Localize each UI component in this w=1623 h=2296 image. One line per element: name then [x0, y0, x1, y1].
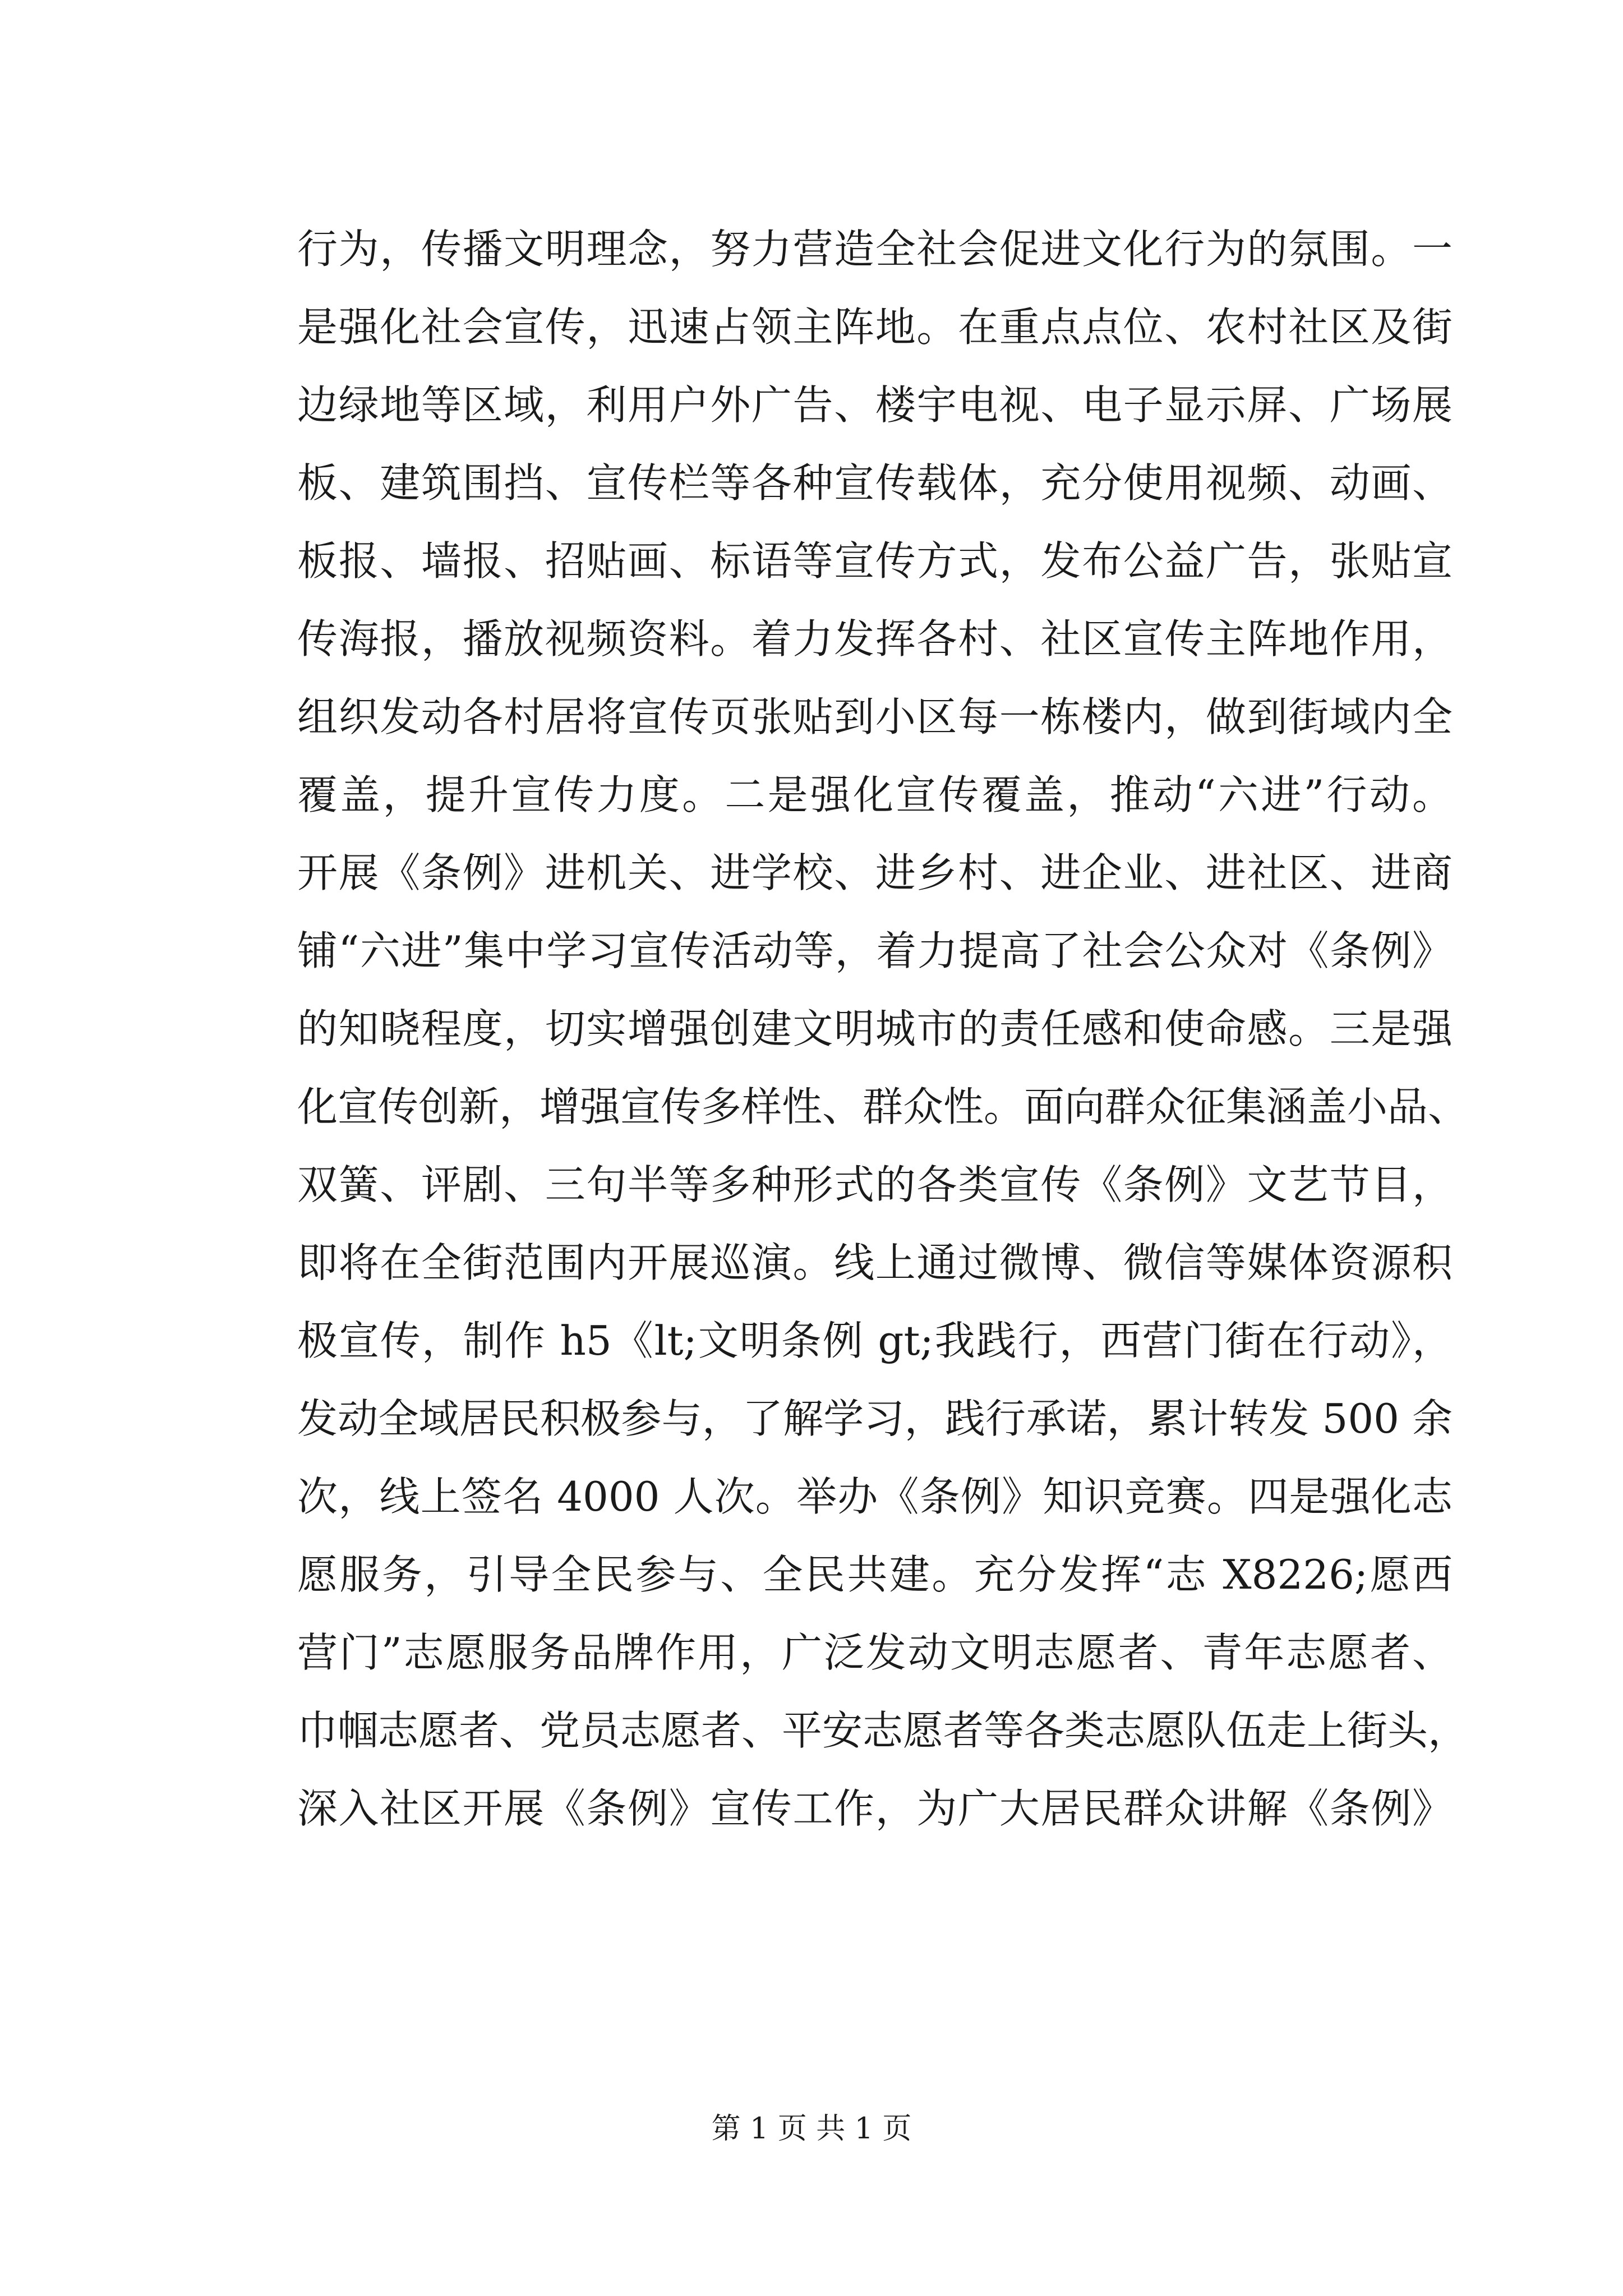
text-line: 双簧、评剧、三句半等多种形式的各类宣传《条例》文艺节目， [297, 1161, 1453, 1208]
text-line: 的知晓程度，切实增强创建文明城市的责任感和使命感。三是强 [297, 1005, 1453, 1052]
text-line: 开展《条例》进机关、进学校、进乡村、进企业、进社区、进商 [297, 849, 1453, 896]
text-line: 极宣传，制作 h5《lt;文明条例 gt;我践行，西营门街在行动》， [297, 1317, 1453, 1364]
text-line: 组织发动各村居将宣传页张贴到小区每一栋楼内，做到街域内全 [297, 693, 1453, 740]
text-line: 化宣传创新，增强宣传多样性、群众性。面向群众征集涵盖小品、 [297, 1083, 1469, 1130]
text-line: 深入社区开展《条例》宣传工作，为广大居民群众讲解《条例》 [297, 1785, 1453, 1832]
text-line: 板报、墙报、招贴画、标语等宣传方式，发布公益广告，张贴宣 [297, 537, 1453, 585]
page-footer: 第 1 页 共 1 页 [711, 2112, 912, 2146]
text-line: 营门”志愿服务品牌作用，广泛发动文明志愿者、青年志愿者、 [297, 1629, 1453, 1676]
body-text [297, 222, 1469, 1836]
text-line: 铺“六进”集中学习宣传活动等，着力提高了社会公众对《条例》 [297, 927, 1453, 974]
text-line: 覆盖，提升宣传力度。二是强化宣传覆盖，推动“六进”行动。 [297, 771, 1453, 818]
text-line: 是强化社会宣传，迅速占领主阵地。在重点点位、农村社区及街 [297, 303, 1453, 351]
text-line: 愿服务，引导全民参与、全民共建。充分发挥“志 X8226;愿西 [297, 1551, 1453, 1598]
text-line: 传海报，播放视频资料。着力发挥各村、社区宣传主阵地作用， [297, 615, 1453, 662]
text-line: 行为，传播文明理念，努力营造全社会促进文化行为的氛围。一 [297, 226, 1453, 273]
text-line: 次，线上签名 4000 人次。举办《条例》知识竞赛。四是强化志 [297, 1473, 1453, 1520]
text-line: 板、建筑围挡、宣传栏等各种宣传载体，充分使用视频、动画、 [297, 459, 1453, 507]
text-line: 边绿地等区域，利用户外广告、楼宇电视、电子显示屏、广场展 [297, 381, 1453, 429]
text-line: 即将在全街范围内开展巡演。线上通过微博、微信等媒体资源积 [297, 1239, 1453, 1286]
text-line: 发动全域居民积极参与，了解学习，践行承诺，累计转发 500 余 [297, 1395, 1453, 1442]
text-line: 巾帼志愿者、党员志愿者、平安志愿者等各类志愿队伍走上街头， [297, 1707, 1469, 1754]
